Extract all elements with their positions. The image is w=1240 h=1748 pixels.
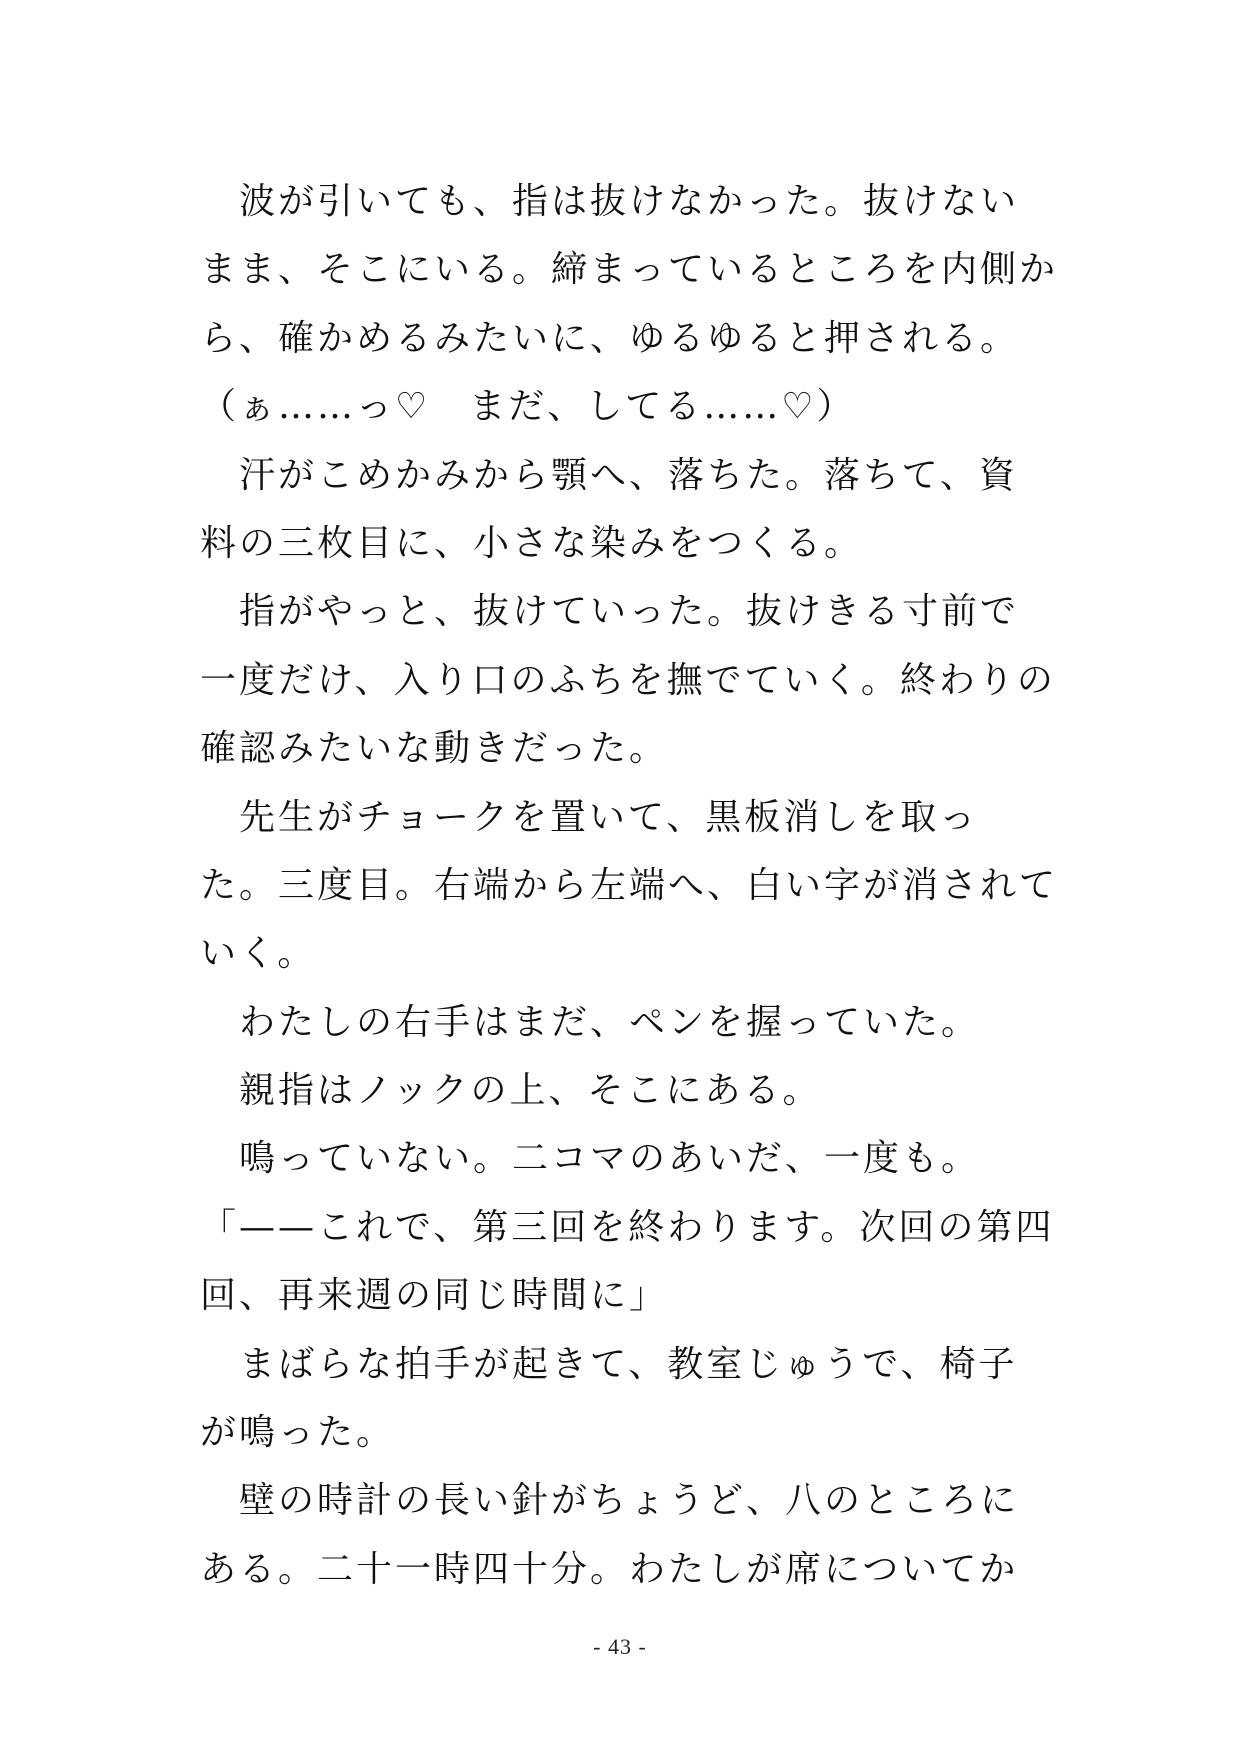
page-number: - 43 - (593, 1634, 647, 1659)
text-line: が鳴った。 (200, 1412, 396, 1454)
text-line: 先生がチョークを置いて、黒板消しを取っ (200, 796, 979, 838)
text-line: 波が引いても、指は抜けなかった。抜けない (200, 181, 1020, 222)
text-line: いく。 (200, 933, 317, 975)
text-line: 回、再来週の同じ時間に」 (200, 1275, 669, 1317)
text-line: ら、確かめるみたいに、ゆるゆると押される。 (200, 317, 1020, 359)
text-line: 料の三枚目に、小さな染みをつくる。 (200, 522, 864, 564)
text-line: 確認みたいな動きだった。 (200, 728, 669, 770)
body-text (200, 168, 1059, 1604)
text-line: まばらな拍手が起きて、教室じゅうで、椅子 (200, 1343, 1018, 1385)
text-line: 壁の時計の長い針がちょうど、八のところに (200, 1480, 1020, 1522)
text-line: 指がやっと、抜けていった。抜けきる寸前で (200, 591, 1020, 633)
text-line: （ぁ……っ♡ まだ、してる……♡） (200, 386, 856, 428)
text-line: 鳴っていない。二コマのあいだ、一度も。 (200, 1138, 981, 1180)
text-line: 一度だけ、入り口のふちを撫でていく。終わりの (200, 659, 1056, 701)
text-line: 「——これで、第三回を終わります。次回の第四 (200, 1206, 1055, 1248)
text-line: ある。二十一時四十分。わたしが席についてか (200, 1548, 1019, 1590)
text-line: た。三度目。右端から左端へ、白い字が消されて (200, 864, 1059, 906)
text-line: わたしの右手はまだ、ペンを握っていた。 (200, 1001, 981, 1043)
text-line: 汗がこめかみから顎へ、落ちた。落ちて、資 (200, 454, 1018, 496)
text-line: 親指はノックの上、そこにある。 (200, 1070, 822, 1112)
text-line: まま、そこにいる。締まっているところを内側か (200, 249, 1059, 291)
